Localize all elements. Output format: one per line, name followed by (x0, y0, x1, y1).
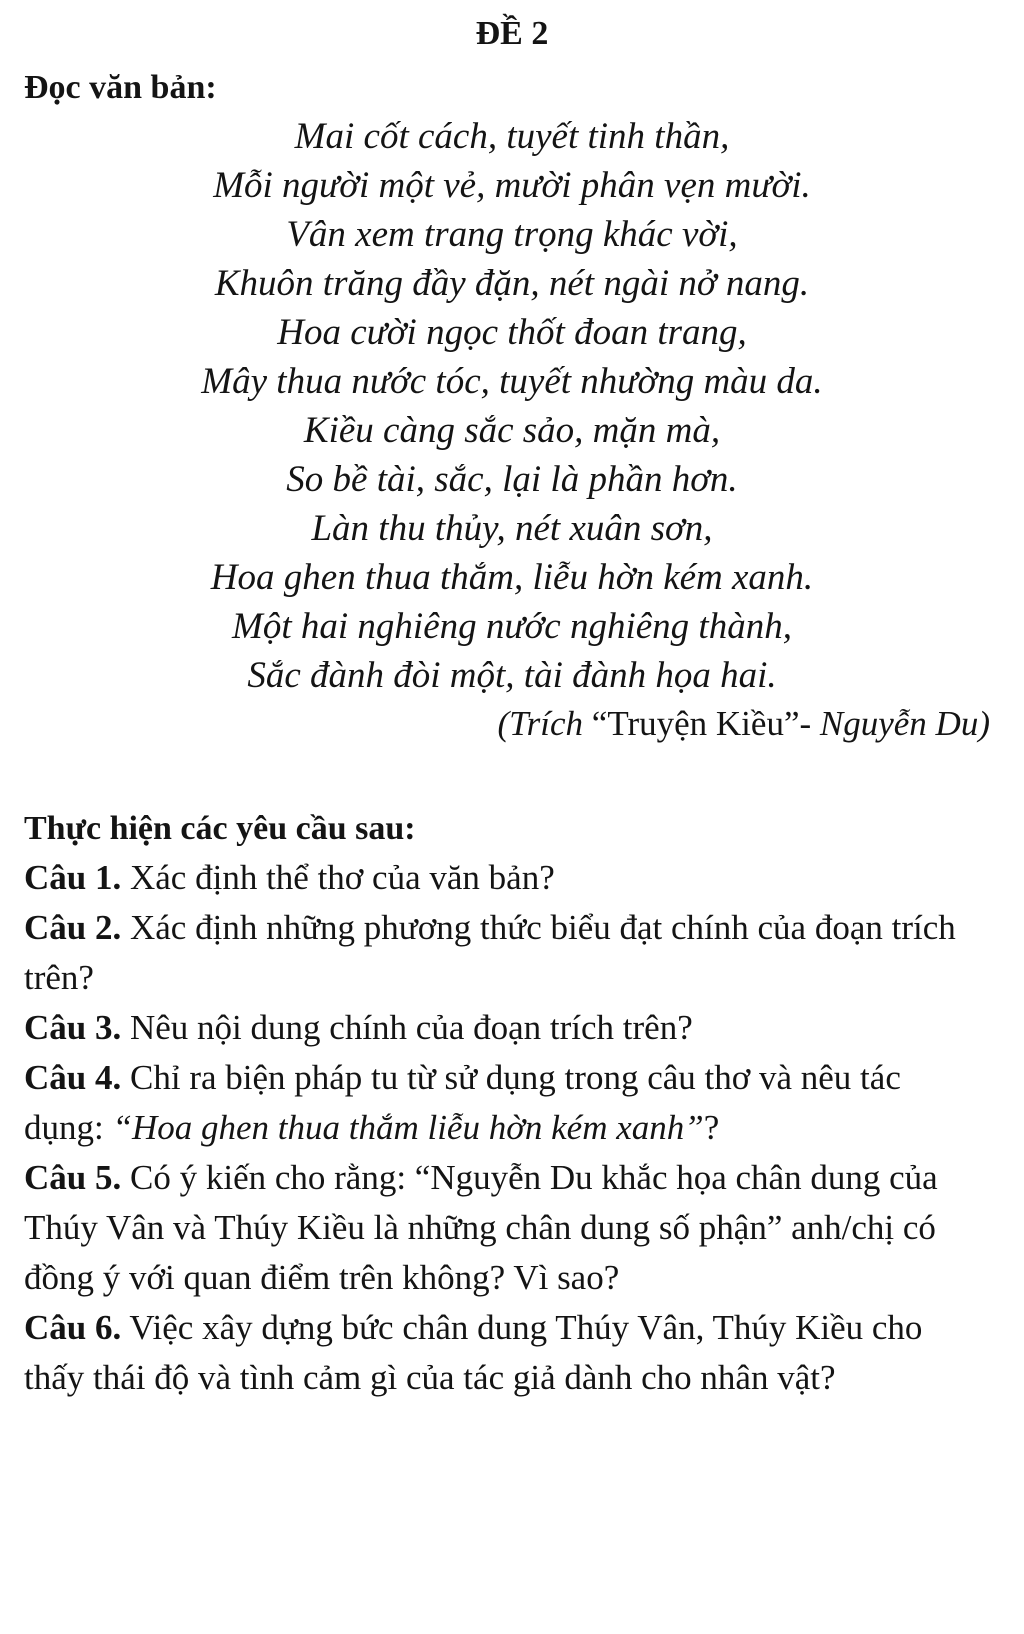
poem-line: Mỗi người một vẻ, mười phân vẹn mười. (213, 165, 811, 206)
question-5 (24, 1153, 984, 1303)
poem-citation (497, 702, 990, 746)
question-text: Việc xây dựng bức chân dung Thúy Vân, Thúy Kiều cho thấy thái độ và tình cảm gì của tác giả dành cho nhân vật? (24, 1308, 923, 1397)
question-label: Câu 6. (24, 1308, 122, 1347)
poem-line: Một hai nghiêng nước nghiêng thành, (232, 606, 792, 647)
question-text: Xác định những phương thức biểu đạt chính của đoạn trích trên? (24, 908, 956, 997)
question-tail: ? (703, 1108, 720, 1147)
question-label: Câu 3. (24, 1008, 122, 1047)
question-label: Câu 5. (24, 1158, 122, 1197)
poem-line: Làn thu thủy, nét xuân sơn, (311, 508, 713, 549)
poem-line: Hoa ghen thua thắm, liễu hờn kém xanh. (210, 557, 814, 598)
question-label: Câu 1. (24, 858, 122, 897)
citation-open: (Trích (497, 704, 592, 743)
question-4 (24, 1053, 984, 1153)
question-2 (24, 903, 984, 1003)
poem-line: Mây thua nước tóc, tuyết nhường màu da. (201, 361, 823, 402)
question-label: Câu 2. (24, 908, 122, 947)
question-text: Có ý kiến cho rằng: “Nguyễn Du khắc họa chân dung của Thúy Vân và Thúy Kiều là những chân dung số phận” anh/chị có đồng ý với quan điểm trên không? Vì sao? (24, 1158, 938, 1297)
question-3 (24, 1003, 984, 1053)
question-text: Chỉ ra biện pháp tu từ sử dụng trong câu thơ và nêu tác dụng: (24, 1058, 901, 1147)
poem-line: Vân xem trang trọng khác vời, (286, 214, 738, 255)
poem-line: Hoa cười ngọc thốt đoan trang, (277, 312, 747, 353)
question-text: Nêu nội dung chính của đoạn trích trên? (121, 1008, 693, 1047)
question-quote: “Hoa ghen thua thắm liễu hờn kém xanh” (112, 1108, 704, 1147)
question-1 (24, 853, 984, 903)
poem-line: So bề tài, sắc, lại là phần hơn. (286, 459, 738, 500)
citation-work-title: “Truyện Kiều” (591, 704, 800, 743)
question-list (24, 853, 984, 1403)
reading-heading: Đọc văn bản: (24, 69, 217, 106)
poem-line: Kiều càng sắc sảo, mặn mà, (303, 410, 721, 451)
question-label: Câu 4. (24, 1058, 122, 1097)
poem-excerpt (0, 112, 1024, 700)
exam-title: ĐỀ 2 (475, 15, 549, 52)
question-text: Xác định thể thơ của văn bản? (121, 858, 555, 897)
poem-line: Mai cốt cách, tuyết tinh thần, (294, 116, 730, 157)
poem-line: Sắc đành đòi một, tài đành họa hai. (247, 655, 777, 696)
question-6 (24, 1303, 984, 1403)
citation-author: - Nguyễn Du) (799, 704, 990, 743)
poem-line: Khuôn trăng đầy đặn, nét ngài nở nang. (214, 263, 810, 304)
tasks-heading: Thực hiện các yêu cầu sau: (24, 810, 416, 847)
